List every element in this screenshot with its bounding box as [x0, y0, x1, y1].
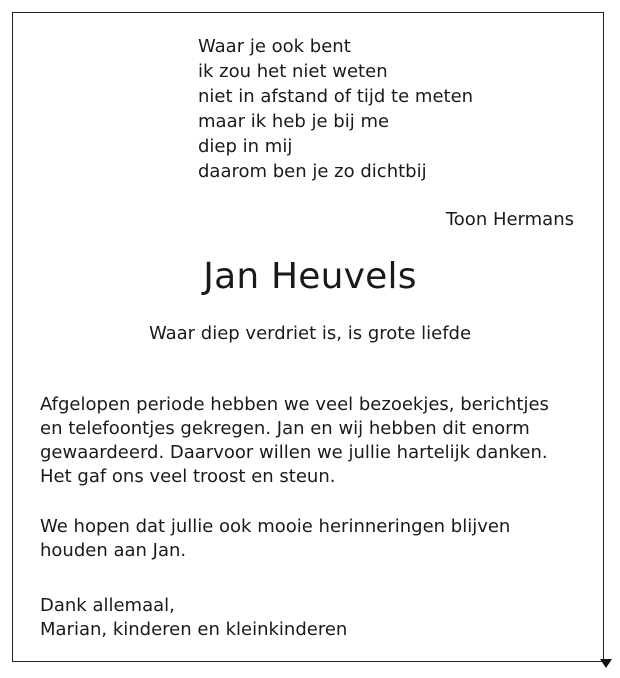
closing-line: Marian, kinderen en kleinkinderen: [40, 619, 348, 640]
paragraph-line: houden aan Jan.: [40, 540, 187, 561]
poem-line: ik zou het niet weten: [198, 61, 388, 82]
poem-line: maar ik heb je bij me: [198, 111, 390, 132]
memories-paragraph: [40, 515, 590, 563]
closing-line: Dank allemaal,: [40, 595, 175, 616]
paragraph-line: Het gaf ons veel troost en steun.: [40, 466, 336, 487]
poem-line: Waar je ook bent: [198, 36, 351, 57]
paragraph-line: We hopen dat jullie ook mooie herinneringen blijven: [40, 516, 511, 537]
poem: [198, 34, 473, 184]
thank-you-paragraph: [40, 393, 590, 489]
poem-line: daarom ben je zo dichtbij: [198, 161, 427, 182]
closing-signature: [40, 594, 590, 642]
poem-author: Toon Hermans: [445, 209, 574, 230]
paragraph-line: Afgelopen periode hebben we veel bezoekjes, berichtjes: [40, 394, 549, 415]
poem-line: diep in mij: [198, 136, 293, 157]
scroll-down-arrow-icon[interactable]: [600, 659, 612, 668]
deceased-name: Jan Heuvels: [203, 256, 417, 297]
motto: Waar diep verdriet is, is grote liefde: [148, 323, 472, 344]
paragraph-line: en telefoontjes gekregen. Jan en wij hebben dit enorm: [40, 418, 530, 439]
poem-line: niet in afstand of tijd te meten: [198, 86, 474, 107]
paragraph-line: gewaardeerd. Daarvoor willen we jullie hartelijk danken.: [40, 442, 548, 463]
